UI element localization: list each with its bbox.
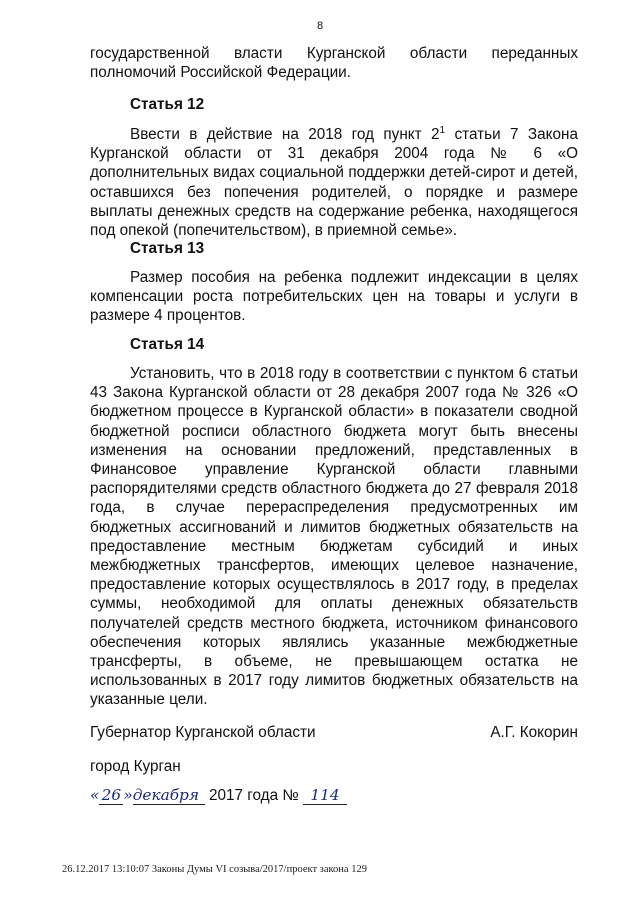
article-12-text-start: Ввести в действие на 2018 год пункт 2 — [130, 126, 440, 143]
date-quote-close: » — [123, 786, 133, 804]
intro-paragraph — [90, 44, 578, 82]
city-line: город Курган — [90, 758, 181, 775]
article-13-title: Статья 13 — [130, 240, 205, 257]
article-12-text-rest: статьи 7 Закона Курганской области от 31 декабря 2004 года № 6 «О дополнительных видах социальной поддержки детей-сирот и детей, оставшихся без попечения родителей, о порядке и размере выплаты денежных средств на содержание ребенка, находящегося под опекой (попечительством), в приемной семье». — [90, 126, 578, 240]
date-month-handwritten: декабря — [133, 786, 205, 805]
signatory-name: А.Г. Кокорин — [490, 724, 578, 741]
intro-line-2: полномочий Российской Федерации. — [90, 64, 351, 82]
article-12-title: Статья 12 — [130, 96, 205, 113]
date-year-text: 2017 года № — [208, 787, 299, 804]
date-quote-open: « — [90, 786, 100, 804]
article-12-superscript: 1 — [439, 124, 446, 136]
article-14-title: Статья 14 — [130, 336, 205, 353]
intro-line-1: государственной власти Курганской области переданных — [90, 45, 578, 62]
date-day-handwritten: 26 — [99, 786, 123, 805]
article-13-text: Размер пособия на ребенка подлежит индексации в целях компенсации роста потребительских цен на товары и услуги в размере 4 процентов. — [90, 269, 578, 325]
date-line — [90, 786, 347, 805]
law-number-handwritten: 114 — [303, 786, 347, 805]
page-number: 8 — [316, 20, 324, 32]
signatory-position: Губернатор Курганской области — [90, 724, 316, 741]
article-12-text — [90, 125, 578, 240]
article-14-text: Установить, что в 2018 году в соответствии с пунктом 6 статьи 43 Закона Курганской области от 28 декабря 2007 года № 326 «О бюджетном процессе в Курганской области» в показатели сводной бюджетной росписи областного бюджета могут быть внесены изменения на основании предложений, представленных в Финансовое управление Курганской области главными распорядителями средств областного бюджета до 27 февраля 2018 года, в случае перераспределения предусмотренных им бюджетных ассигнований и лимитов бюджетных обязательств на предоставление местным бюджетам субсидий и иных межбюджетных трансфертов, имеющих целевое назначение, предоставление которых осуществлялось в 2017 году, в пределах суммы, необходимой для оплаты денежных обязательств получателей средств местного бюджета, источником финансового обеспечения которых являлись указанные межбюджетные трансферты, в объеме, не превышающем остатка не использованных в 2017 году лимитов бюджетных обязательств на указанные цели. — [90, 365, 578, 709]
footer-stamp: 26.12.2017 13:10:07 Законы Думы VI созыва/2017/проект закона 129 — [62, 864, 367, 875]
